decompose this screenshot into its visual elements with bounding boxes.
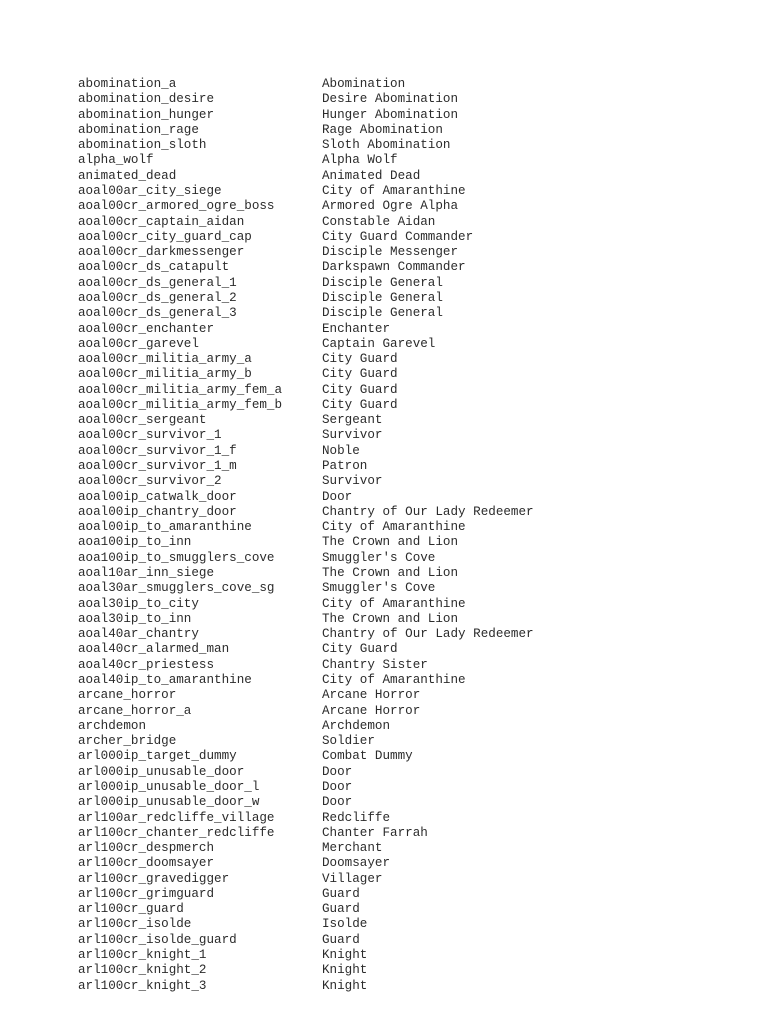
list-item (78, 291, 758, 306)
list-item (78, 337, 758, 352)
list-item (78, 184, 758, 199)
entry-name: City of Amaranthine (322, 520, 466, 535)
entry-name: Soldier (322, 734, 375, 749)
entry-id: aoal40ip_to_amaranthine (78, 672, 252, 687)
entry-id: aoal40cr_alarmed_man (78, 642, 230, 657)
entry-name: Guard (322, 932, 360, 947)
list-item (78, 505, 758, 520)
entry-id: aoal00ip_chantry_door (78, 504, 237, 519)
list-item (78, 306, 758, 321)
entry-id: aoal00cr_armored_ogre_boss (78, 199, 275, 214)
entry-name: Sloth Abomination (322, 138, 451, 153)
entry-name: Enchanter (322, 321, 391, 336)
entry-name: Door (322, 779, 353, 794)
entry-name: City of Amaranthine (322, 596, 466, 611)
list-item (78, 153, 758, 168)
list-item (78, 535, 758, 550)
entry-name: Villager (322, 871, 383, 886)
list-item (78, 902, 758, 917)
list-item (78, 780, 758, 795)
list-item (78, 658, 758, 673)
list-item (78, 322, 758, 337)
entry-name: The Crown and Lion (322, 535, 459, 550)
entry-id: aoa100ip_to_inn (78, 535, 192, 550)
entry-name: Hunger Abomination (322, 107, 459, 122)
list-item (78, 872, 758, 887)
entry-name: Knight (322, 963, 368, 978)
entry-name: Guard (322, 902, 360, 917)
entry-id: aoal00ip_to_amaranthine (78, 520, 252, 535)
list-item (78, 199, 758, 214)
entry-id: archdemon (78, 718, 147, 733)
entry-id: aoal10ar_inn_siege (78, 566, 215, 580)
entry-id: aoal00cr_enchanter (78, 321, 215, 336)
list-item (78, 887, 758, 902)
entry-id: aoal30ar_smugglers_cove_sg (78, 581, 275, 596)
entry-name: City of Amaranthine (322, 672, 466, 687)
list-item (78, 551, 758, 566)
list-item (78, 612, 758, 627)
list-item (78, 169, 758, 184)
entry-id: arl100cr_chanter_redcliffe (78, 825, 275, 840)
entry-name: Smuggler's Cove (322, 550, 436, 565)
entry-name: Alpha Wolf (322, 153, 398, 168)
entry-name: Disciple Messenger (322, 245, 459, 260)
entry-id: aoal00cr_darkmessenger (78, 245, 245, 260)
entry-name: Survivor (322, 428, 383, 443)
list-item (78, 245, 758, 260)
entry-name: Rage Abomination (322, 122, 443, 137)
entry-id: arl100cr_isolde_guard (78, 932, 237, 947)
entry-id: arl100cr_guard (78, 902, 184, 917)
entry-id: arl100cr_knight_3 (78, 978, 207, 993)
entry-id: aoal30ip_to_city (78, 596, 199, 611)
list-item (78, 230, 758, 245)
entry-id: aoal00cr_militia_army_fem_b (78, 397, 283, 412)
entry-id: aoal00cr_survivor_1 (78, 428, 222, 443)
entry-id: aoal00cr_survivor_1_m (78, 459, 237, 474)
entry-id: aoal00cr_militia_army_b (78, 367, 252, 382)
list-item (78, 734, 758, 749)
list-item (78, 688, 758, 703)
entry-id: alpha_wolf (78, 153, 154, 168)
entry-id: aoal00cr_survivor_2 (78, 474, 222, 489)
entry-id: animated_dead (78, 168, 177, 183)
entry-id: aoal00ar_city_siege (78, 183, 222, 198)
entry-id: aoal00ip_catwalk_door (78, 489, 237, 504)
entry-id: abomination_desire (78, 92, 215, 107)
entry-name: Survivor (322, 474, 383, 489)
list-item (78, 474, 758, 489)
entry-id: arcane_horror_a (78, 703, 192, 718)
list-item (78, 108, 758, 123)
entry-id: arl000ip_unusable_door (78, 764, 245, 779)
entry-name: The Crown and Lion (322, 611, 459, 626)
entry-name: City Guard (322, 367, 398, 382)
entry-name: City Guard (322, 352, 398, 367)
entry-name: Guard (322, 886, 360, 901)
entry-name: Isolde (322, 917, 368, 932)
list-item (78, 581, 758, 596)
entry-id: aoal00cr_militia_army_fem_a (78, 382, 283, 397)
entry-id: abomination_rage (78, 122, 199, 137)
entry-name: Chantry of Our Lady Redeemer (322, 627, 534, 642)
list-item (78, 673, 758, 688)
list-item (78, 428, 758, 443)
entry-name: Merchant (322, 841, 383, 856)
list-item (78, 123, 758, 138)
entry-name: Redcliffe (322, 810, 391, 825)
entry-name: Arcane Horror (322, 703, 421, 718)
entry-id: aoal00cr_sergeant (78, 413, 207, 428)
list-item (78, 719, 758, 734)
entry-name: Chantry of Our Lady Redeemer (322, 504, 534, 519)
entry-id: aoal00cr_ds_general_3 (78, 306, 237, 321)
entry-id: aoal30ip_to_inn (78, 611, 192, 626)
entry-name: Captain Garevel (322, 336, 436, 351)
list-item (78, 933, 758, 948)
list-item (78, 352, 758, 367)
entry-name: Disciple General (322, 275, 443, 290)
entry-name: Knight (322, 978, 368, 993)
entry-id: arl000ip_target_dummy (78, 749, 237, 764)
entry-id: aoa100ip_to_smugglers_cove (78, 550, 275, 565)
list-item (78, 520, 758, 535)
entry-id: abomination_sloth (78, 138, 207, 153)
list-item (78, 92, 758, 107)
entry-name: Doomsayer (322, 856, 391, 871)
entry-name: City Guard (322, 642, 398, 657)
entry-id: abomination_hunger (78, 107, 215, 122)
entry-id: arl100cr_isolde (78, 917, 192, 932)
entry-name: Armored Ogre Alpha (322, 199, 459, 214)
entry-name: Door (322, 795, 353, 810)
entry-name: Constable Aidan (322, 214, 436, 229)
entry-name: City Guard (322, 397, 398, 412)
entry-name: Chanter Farrah (322, 825, 428, 840)
list-item (78, 77, 758, 92)
list-item (78, 413, 758, 428)
list-item (78, 490, 758, 505)
list-item (78, 383, 758, 398)
entry-id: arl100cr_knight_2 (78, 963, 207, 978)
entry-id: aoal00cr_ds_general_1 (78, 275, 237, 290)
list-item (78, 597, 758, 612)
entry-id: arl000ip_unusable_door_l (78, 779, 260, 794)
entry-name: Combat Dummy (322, 749, 413, 764)
entry-name: Archdemon (322, 718, 391, 733)
list-item (78, 444, 758, 459)
entry-id: aoal40ar_chantry (78, 627, 199, 642)
entry-name: Door (322, 489, 353, 504)
entry-id: aoal00cr_garevel (78, 336, 199, 351)
entry-name: City Guard (322, 382, 398, 397)
entry-name: City of Amaranthine (322, 183, 466, 198)
entry-id: arl100cr_knight_1 (78, 948, 207, 963)
list-item (78, 260, 758, 275)
entry-name: Desire Abomination (322, 92, 459, 107)
entry-id: aoal00cr_ds_catapult (78, 260, 230, 275)
entry-name: Abomination (322, 77, 406, 91)
entry-id: arcane_horror (78, 688, 177, 703)
entry-id: abomination_a (78, 77, 177, 91)
entry-id: archer_bridge (78, 734, 177, 749)
entry-id: aoal40cr_priestess (78, 657, 215, 672)
list-item (78, 642, 758, 657)
list-item (78, 963, 758, 978)
entry-id: aoal00cr_captain_aidan (78, 214, 245, 229)
entry-id: aoal00cr_ds_general_2 (78, 290, 237, 305)
entry-id: arl000ip_unusable_door_w (78, 795, 260, 810)
entry-id: aoal00cr_city_guard_cap (78, 229, 252, 244)
entry-name: Door (322, 764, 353, 779)
list-item (78, 765, 758, 780)
list-item (78, 811, 758, 826)
entry-id: arl100cr_despmerch (78, 841, 215, 856)
list-item (78, 749, 758, 764)
entry-id: arl100ar_redcliffe_village (78, 810, 275, 825)
entry-name: Sergeant (322, 413, 383, 428)
entry-name: Chantry Sister (322, 657, 428, 672)
list-item (78, 459, 758, 474)
list-item (78, 795, 758, 810)
entry-id: arl100cr_gravedigger (78, 871, 230, 886)
entry-id: aoal00cr_militia_army_a (78, 352, 252, 367)
entry-name: Arcane Horror (322, 688, 421, 703)
list-item (78, 276, 758, 291)
entry-id: aoal00cr_survivor_1_f (78, 443, 237, 458)
entry-name: Smuggler's Cove (322, 581, 436, 596)
entry-id: arl100cr_grimguard (78, 886, 215, 901)
entry-name: Darkspawn Commander (322, 260, 466, 275)
entry-name: Patron (322, 459, 368, 474)
list-item (78, 856, 758, 871)
entry-name: Knight (322, 948, 368, 963)
list-item (78, 138, 758, 153)
entry-name: Animated Dead (322, 168, 421, 183)
list-item (78, 979, 758, 994)
list-item (78, 917, 758, 932)
list-item (78, 841, 758, 856)
entry-id: arl100cr_doomsayer (78, 856, 215, 871)
entry-list (78, 77, 758, 994)
entry-name: Disciple General (322, 306, 443, 321)
entry-name: The Crown and Lion (322, 566, 459, 580)
list-item (78, 826, 758, 841)
entry-name: City Guard Commander (322, 229, 474, 244)
list-item (78, 367, 758, 382)
entry-name: Disciple General (322, 290, 443, 305)
list-item (78, 627, 758, 642)
list-item (78, 566, 758, 581)
list-item (78, 948, 758, 963)
list-item (78, 215, 758, 230)
list-item (78, 398, 758, 413)
entry-name: Noble (322, 443, 360, 458)
list-item (78, 704, 758, 719)
